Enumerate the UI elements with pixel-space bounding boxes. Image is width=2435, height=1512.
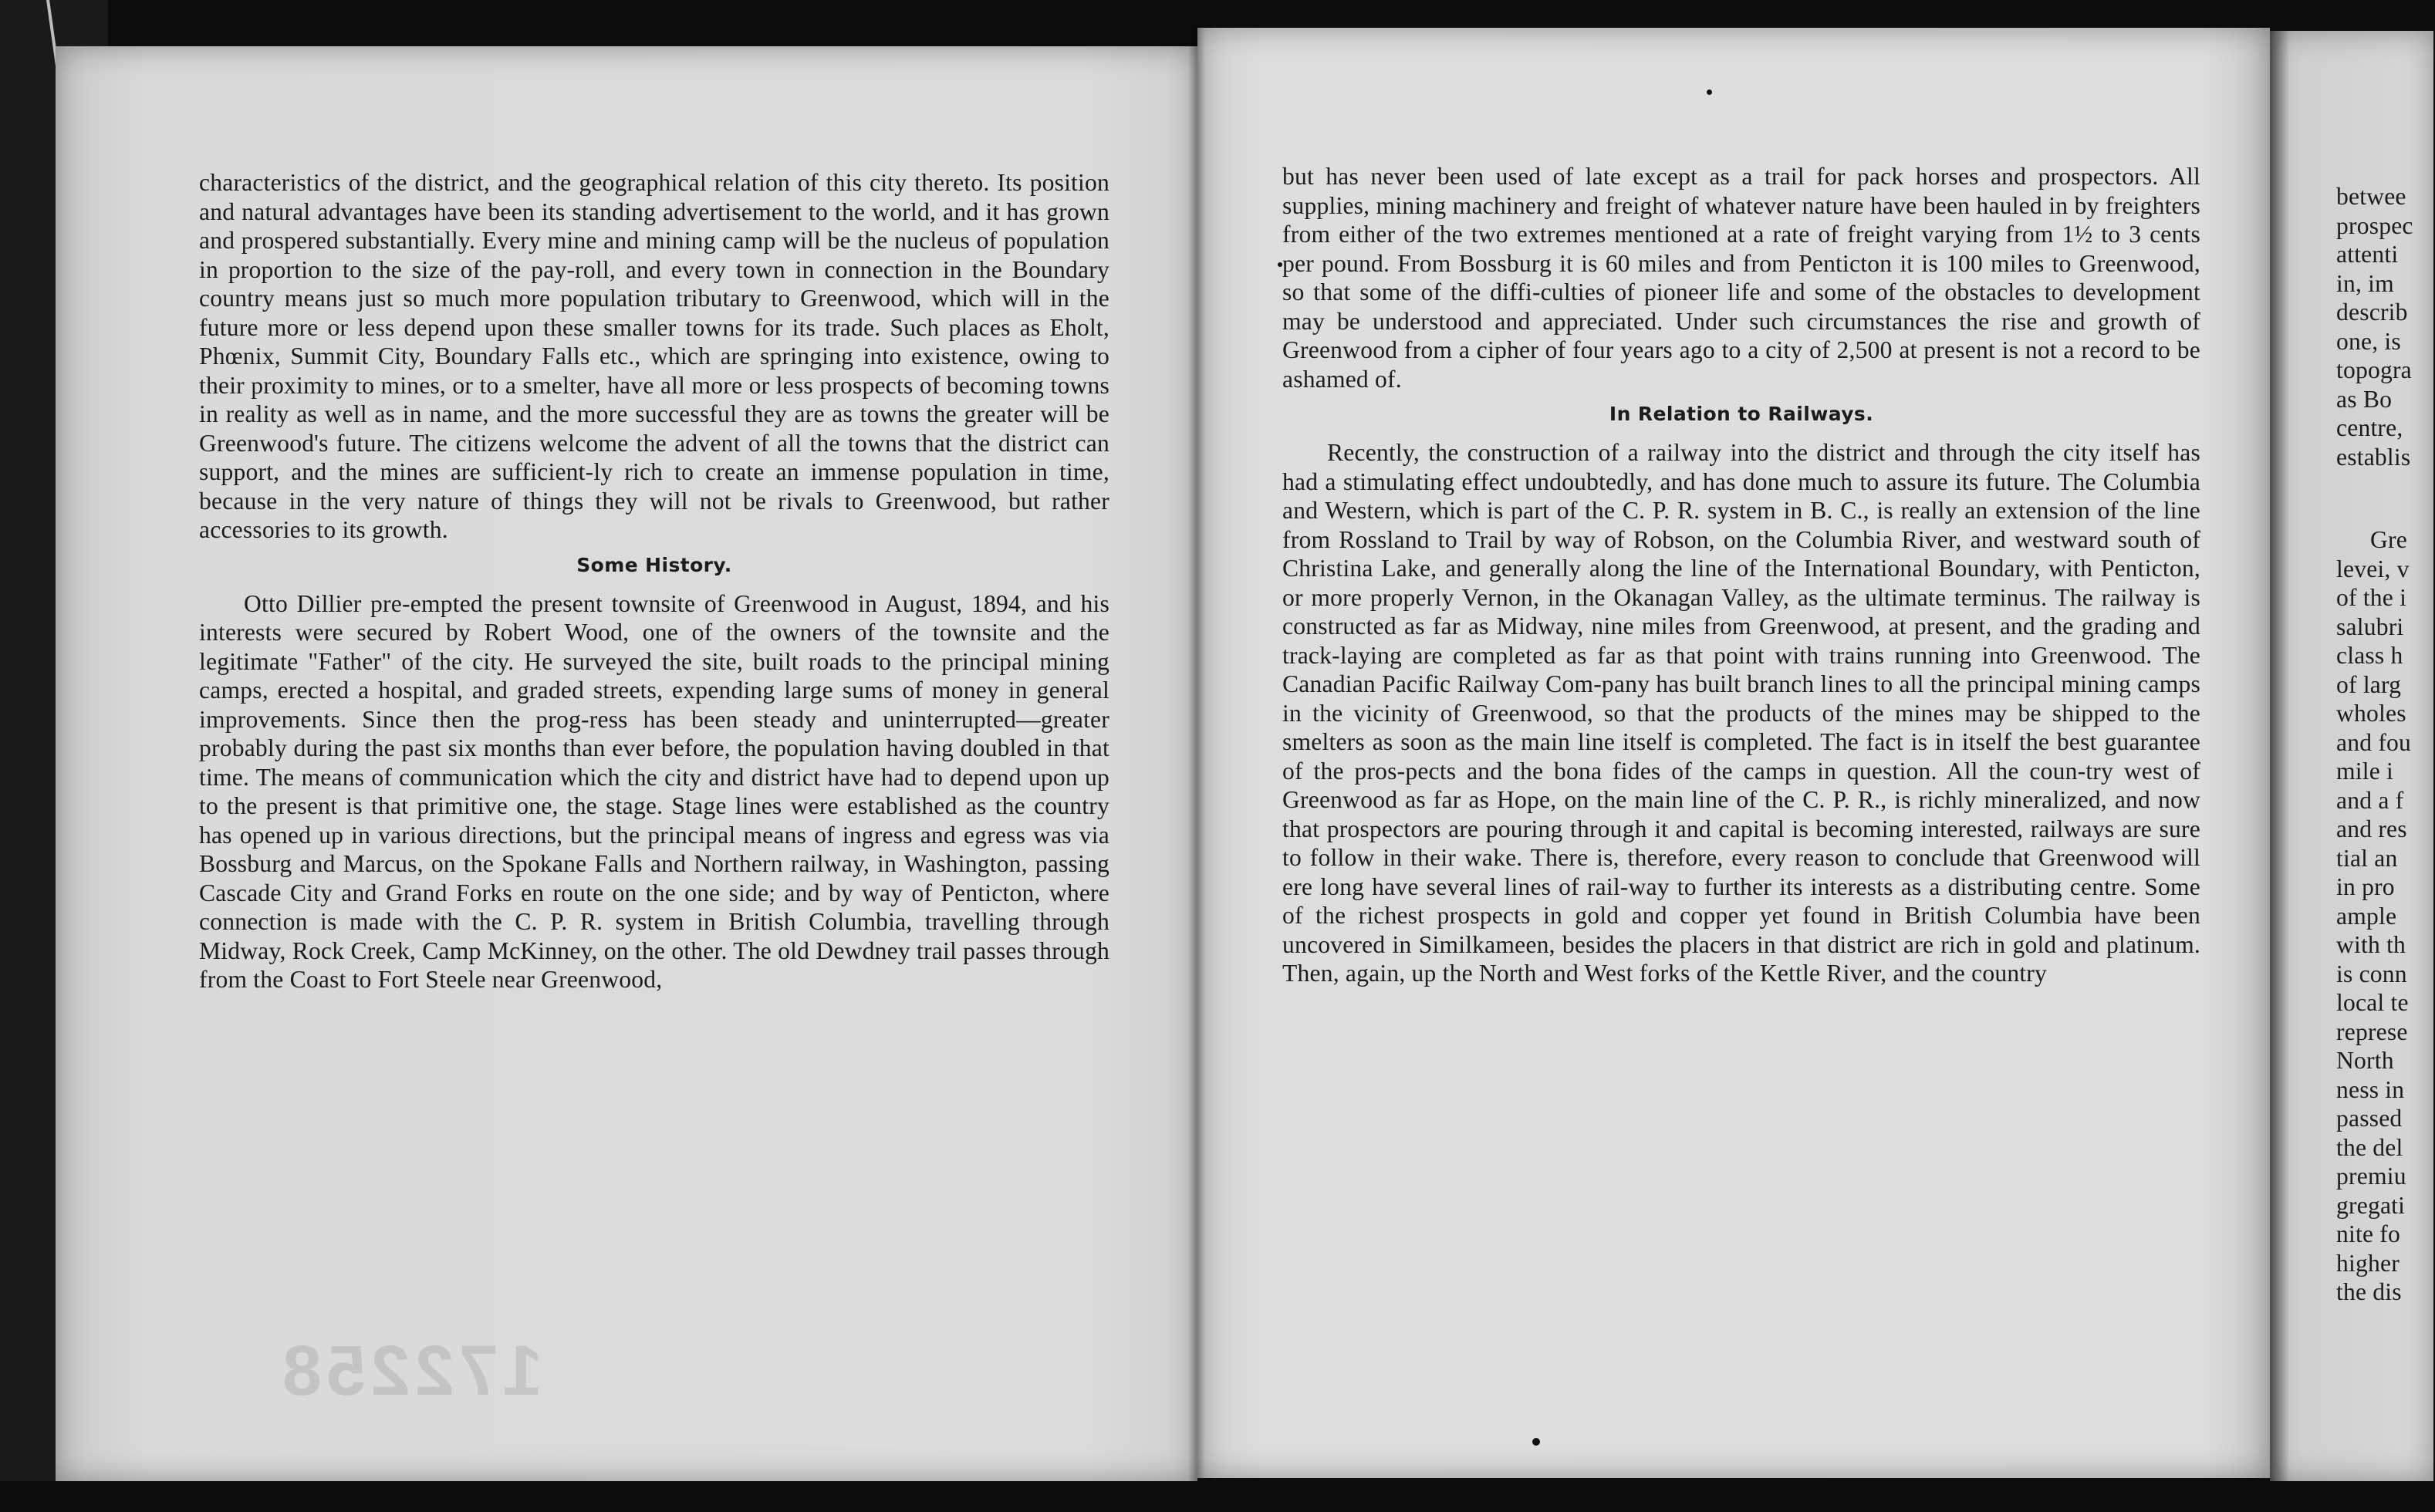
edge-line: ample xyxy=(2336,902,2397,930)
edge-line: prospec xyxy=(2336,211,2413,239)
edge-line: the dis xyxy=(2336,1278,2402,1305)
edge-line: is conn xyxy=(2336,960,2407,987)
edge-line: and fou xyxy=(2336,728,2412,756)
edge-line: one, is xyxy=(2336,327,2401,355)
edge-line: as Bo xyxy=(2336,385,2393,413)
edge-line: tial an xyxy=(2336,844,2398,872)
edge-line: and a f xyxy=(2336,786,2404,814)
edge-line: class h xyxy=(2336,642,2403,669)
right-text-column xyxy=(1282,162,2200,988)
edge-line: attenti xyxy=(2336,241,2399,268)
edge-gap xyxy=(2336,471,2435,525)
edge-line: and res xyxy=(2336,815,2407,842)
edge-line: salubri xyxy=(2336,613,2404,640)
edge-line: in pro xyxy=(2336,873,2395,900)
edge-line: passed xyxy=(2336,1105,2403,1132)
edge-line: wholes xyxy=(2336,700,2406,727)
bottom-shadow xyxy=(0,1481,2435,1512)
edge-line: higher xyxy=(2336,1249,2400,1277)
section-heading: Some History. xyxy=(576,553,732,576)
edge-line: of the i xyxy=(2336,584,2407,611)
body-paragraph: characteristics of the district, and the geographical relation of this city thereto. Its position and natural advantages have been its standing advertisement to the world, and it has grown and prospered substantially. Every mine and mining camp will be the nucleus of population in proportion to the size of the pay-roll, and every town in connection in the Boundary country means just so much more population tributary to Greenwood, which will in the future more or less depend upon these smaller towns for its trade. Such places as Eholt, Phœnix, Summit City, Boundary Falls etc., which are springing into existence, owing to their proximity to mines, or to a smelter, have all more or less prospects of becoming towns in reality as well as in name, and the more successful they are as towns the greater will be Greenwood's future. The citizens welcome the advent of all the towns that the district can support, and the mines are sufficient-ly rich to create an immense population in time, because in the very nature of things they will not be rivals to Greenwood, but rather accessories to its growth. xyxy=(199,169,1109,543)
edge-line: ness in xyxy=(2336,1075,2405,1103)
edge-line: represe xyxy=(2336,1018,2408,1045)
edge-line: premiu xyxy=(2336,1163,2406,1190)
edge-line: North xyxy=(2336,1047,2394,1074)
edge-line: describ xyxy=(2336,299,2408,326)
edge-line: with th xyxy=(2336,931,2406,958)
section-heading: In Relation to Railways. xyxy=(1609,403,1874,425)
edge-line: of larg xyxy=(2336,670,2402,698)
edge-line: the del xyxy=(2336,1133,2403,1161)
edge-line: centre, xyxy=(2336,414,2403,441)
edge-line: in, im xyxy=(2336,269,2394,297)
page-fold xyxy=(1188,23,1205,1489)
edge-line: levei, v xyxy=(2336,555,2410,582)
edge-line: mile i xyxy=(2336,758,2394,785)
cut-off-text-column xyxy=(2336,182,2435,1307)
edge-line: local te xyxy=(2336,989,2409,1016)
ink-speck xyxy=(1532,1438,1540,1446)
faded-stamp: 172258 xyxy=(278,1331,542,1410)
ink-speck xyxy=(1707,89,1712,95)
body-paragraph: but has never been used of late except as a trail for pack horses and prospectors. All supplies, mining machinery and freight of whatever nature have been hauled in by freighters from either of the two extremes mentioned at a rate of freight varying from 1½ to 3 cents per pound. From Bossburg it is 60 miles and from Penticton it is 100 miles to Greenwood, so that some of the diffi-culties of pioneer life and some of the obstacles to development may be understood and appreciated. Under such circumstances the rise and growth of Greenwood from a cipher of four years ago to a city of 2,500 at present is not a record to be ashamed of. xyxy=(1282,163,2200,393)
body-paragraph: Recently, the construction of a railway into the district and through the city itself has had a stimulating effect undoubtedly, and has done much to assure its future. The Columbia and Western, which is part of the C. P. R. system in B. C., is really an extension of the line from Rossland to Trail by way of Robson, on the Columbia River, and westward south of Christina Lake, and generally along the line of the International Boundary, with Penticton, or more properly Vernon, in the Okanagan Valley, as the ultimate terminus. The railway is constructed as far as Midway, nine miles from Greenwood, at present, and the grading and track-laying are completed as far as that point with trains running into Greenwood. The Canadian Pacific Railway Com-pany has built branch lines to all the principal mining camps in the vicinity of Greenwood, so that the products of the mines may be shipped to the smelters as soon as the main line itself is completed. The fact is in itself the best guarantee of the pros-pects and the bona fides of the camps in question. All the coun-try west of Greenwood as far as Hope, on the main line of the C. P. R., is richly mineralized, and now that prospectors are pouring through it and capital is becoming interested, railways are sure to follow in their wake. There is, therefore, every reason to conclude that Greenwood will ere long have several lines of rail-way to further its interests as a distributing centre. Some of the richest prospects in gold and copper yet found in British Columbia have been uncovered in Similkameen, besides the placers in that district are rich in gold and platinum. Then, again, up the North and West forks of the Kettle River, and the country xyxy=(1282,439,2200,987)
edge-line: Gre xyxy=(2370,526,2407,553)
edge-line: establis xyxy=(2336,443,2411,471)
edge-line: nite fo xyxy=(2336,1220,2400,1247)
body-paragraph: Otto Dillier pre-empted the present townsite of Greenwood in August, 1894, and his interests were secured by Robert Wood, one of the owners of the townsite and the legitimate "Father" of the city. He surveyed the site, built roads to the principal mining camps, erected a hospital, and graded streets, expending large sums of money in general improvements. Since then the prog-ress has been steady and uninterrupted—greater probably during the past six months than ever before, the population having doubled in that time. The means of communication which the city and district have had to depend upon up to the present is that primitive one, the stage. Stage lines were established as the country has opened up in various directions, but the principal means of ingress and egress was via Bossburg and Marcus, on the Spokane Falls and Northern railway, in Washington, passing Cascade City and Grand Forks en route on the one side; and by way of Penticton, where connection is made with the C. P. R. system in British Columbia, travelling through Midway, Rock Creek, Camp McKinney, on the other. The old Dewdney trail passes through from the Coast to Fort Steele near Greenwood, xyxy=(199,589,1109,993)
edge-line: betwee xyxy=(2336,183,2406,210)
edge-line: topogra xyxy=(2336,356,2412,383)
edge-line: gregati xyxy=(2336,1191,2406,1219)
left-text-column xyxy=(199,168,1109,994)
